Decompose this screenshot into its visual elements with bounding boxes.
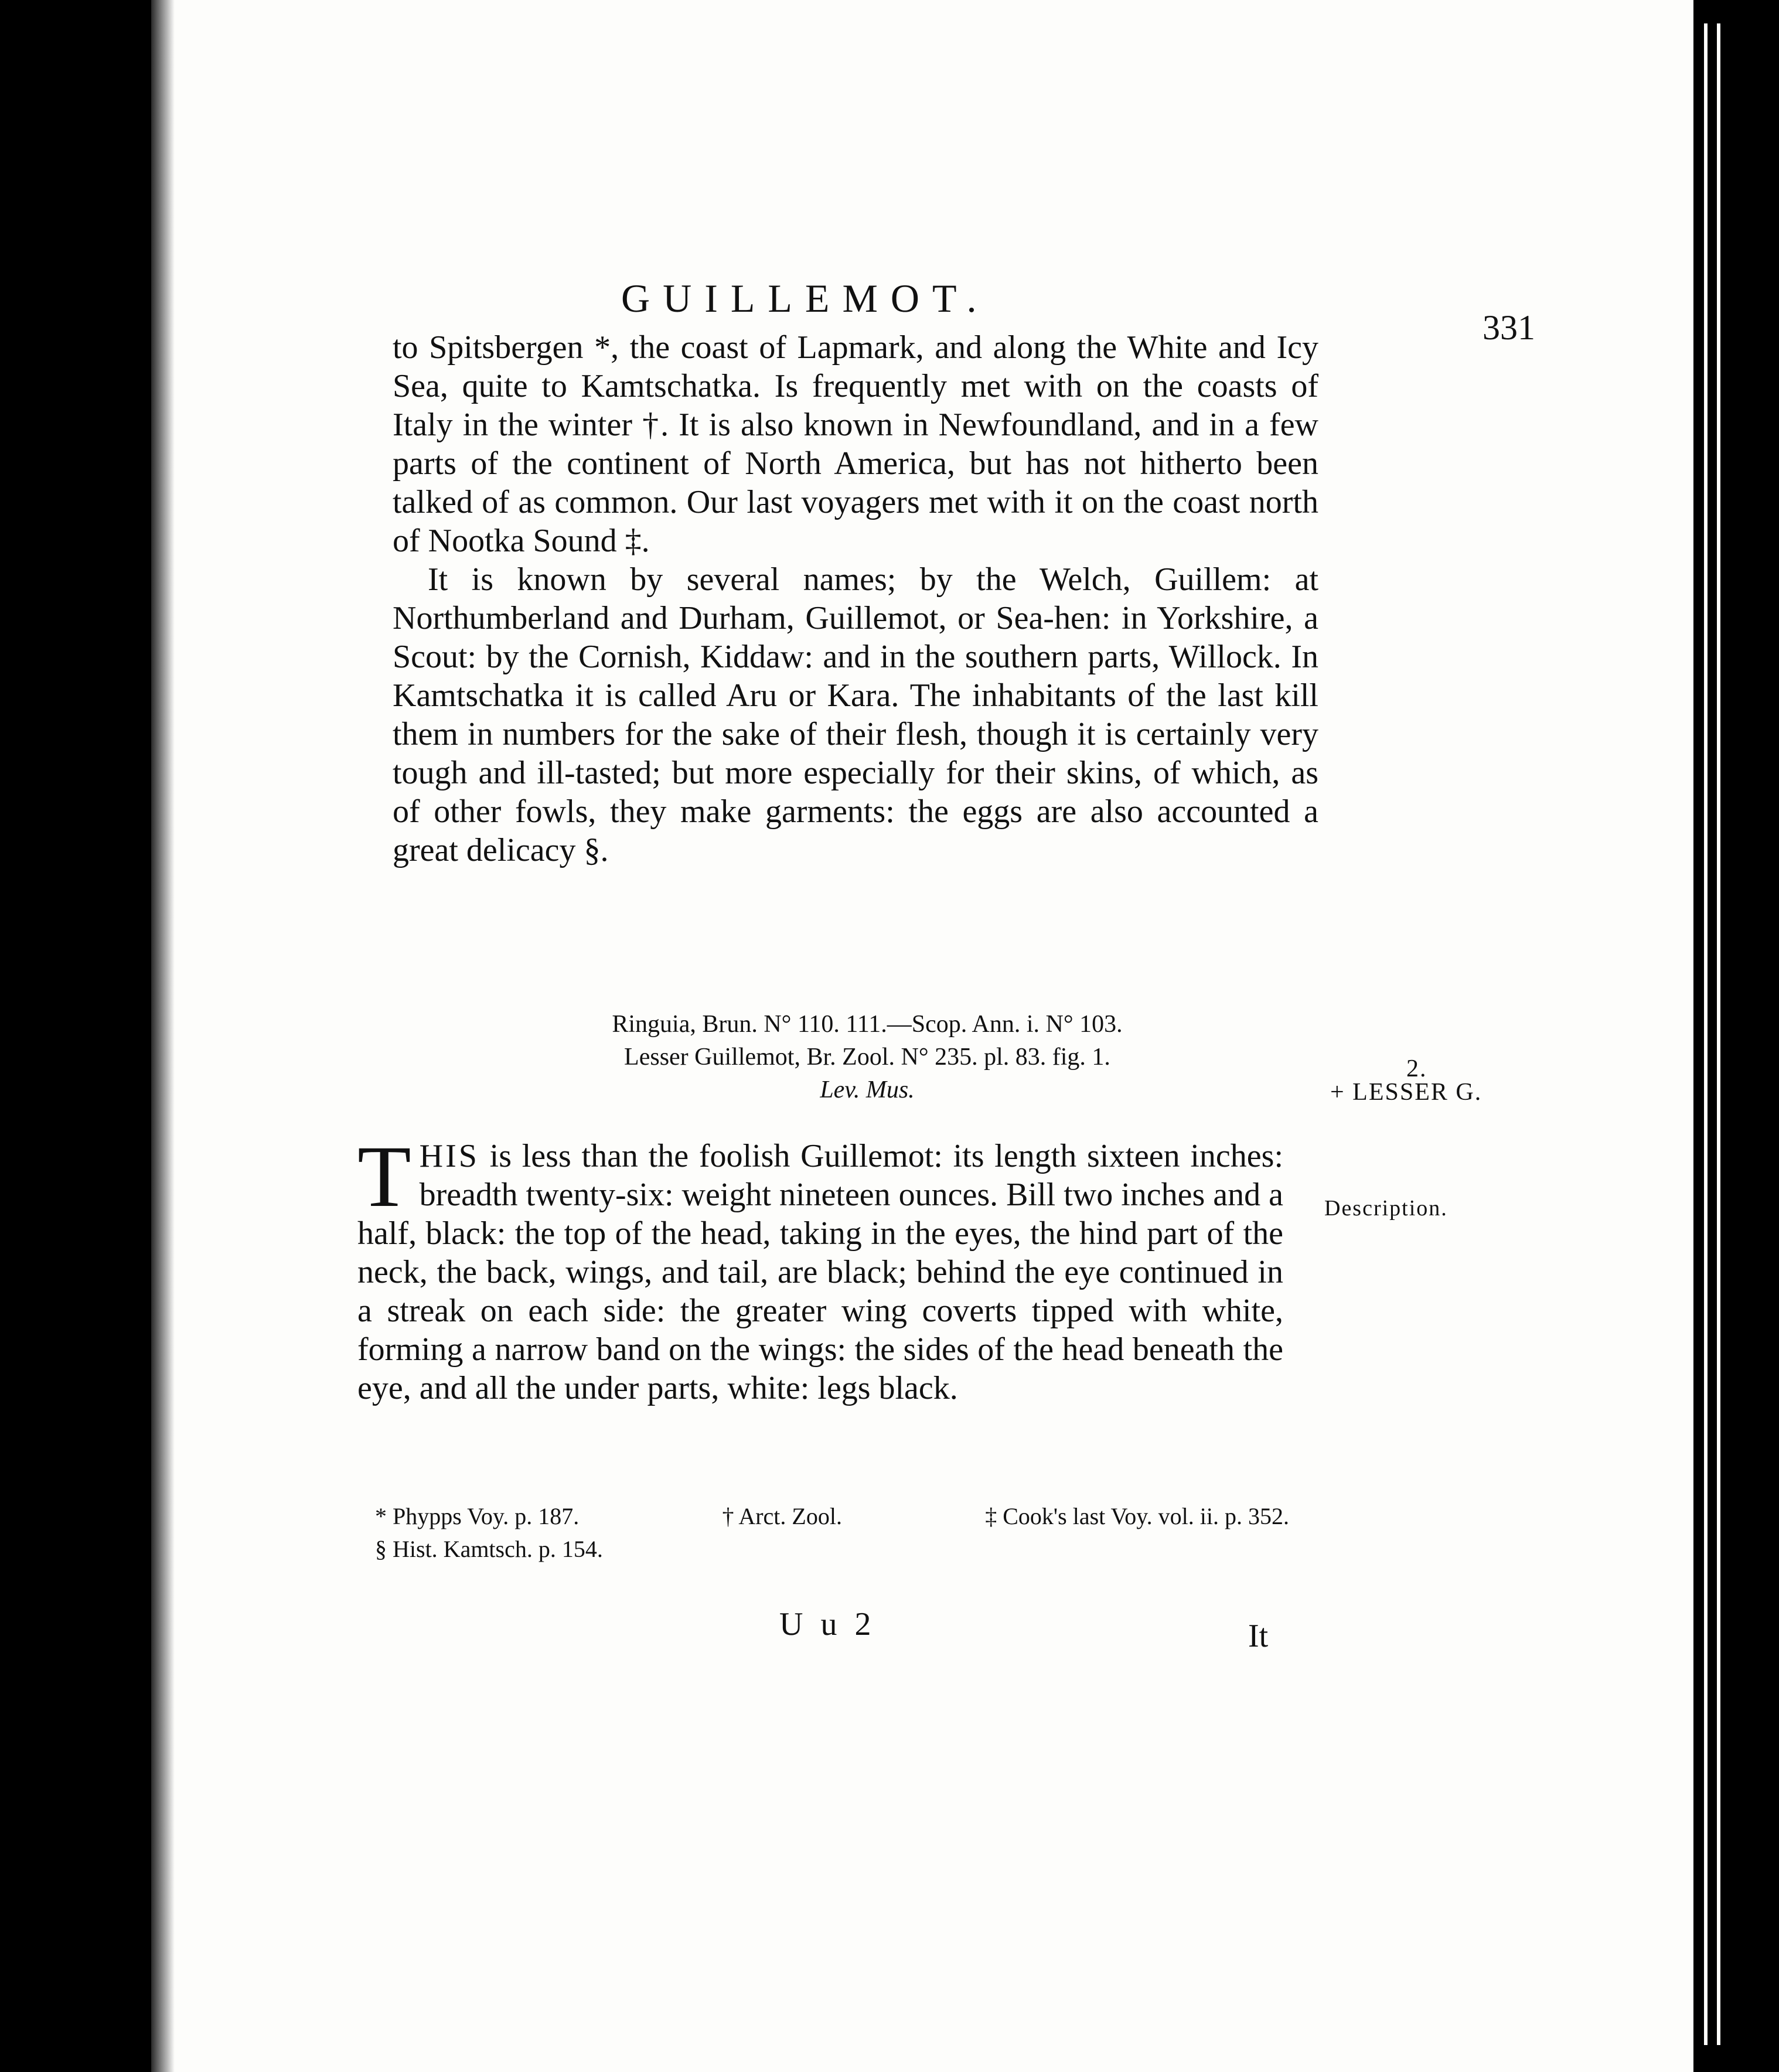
paragraph-distribution: to Spitsbergen *, the coast of Lapmark, and along the White and Icy Sea, quite to Kamtschatka. Is frequently met with on the coasts of Italy in the winter †. It is also known in Newfoundland, and in a few parts of the continent of North America, but has not hitherto been talked of as common. Our last voyagers met with it on the coast north of Nootka Sound ‡. <box>393 329 1318 559</box>
paragraph-names: It is known by several names; by the Welch, Guillem: at Northumberland and Durham, Guillemot, or Sea-hen: in Yorkshire, a Scout: by the Cornish, Kiddaw: and in the southern parts, Willock. In Kamtschatka it is called Aru or Kara. The inhabitants of the last kill them in numbers for the sake of their flesh, though it is certainly very tough and ill-tasted; but more especially for their skins, of which, as of other fowls, they make garments: the eggs are also accounted a great delicacy §. <box>393 561 1318 868</box>
footnote-star: * Phypps Voy. p. 187. <box>375 1503 580 1529</box>
synonymy-line: Ringuia, Brun. N° 110. 111.—Scop. Ann. i. N° 103. <box>612 1011 1123 1038</box>
synonymy-block <box>516 1008 1219 1106</box>
page-edge <box>1693 0 1779 2072</box>
margin-number: 2. <box>1406 1055 1427 1082</box>
footnote-dagger: † Arct. Zool. <box>722 1503 842 1529</box>
page-edge-line <box>1717 23 1720 2045</box>
body-text-description <box>357 1128 1283 1408</box>
binding-shadow <box>151 0 175 2072</box>
synonymy-line: Lev. Mus. <box>820 1076 915 1103</box>
footnotes <box>375 1500 1289 1566</box>
margin-description: Description. <box>1324 1196 1448 1221</box>
page-number: 331 <box>1482 308 1535 347</box>
lead-word: HIS <box>419 1138 479 1174</box>
footnote-row <box>375 1500 1289 1533</box>
description-text: is less than the foolish Guillemot: its length sixteen inches: breadth twenty-six: weight nineteen ounces. Bill two inches and a half, black: the top of the head, taking in the eyes, the hind part of the neck, the back, wings, and tail, are black; behind the eye continued in a streak on each side: the greater wing coverts tipped with white, forming a narrow band on the wings: the sides of the head beneath the eye, and all the under parts, white: legs black. <box>357 1138 1283 1406</box>
footnote-row <box>375 1533 1289 1566</box>
footnote-section: § Hist. Kamtsch. p. 154. <box>375 1536 603 1562</box>
drop-cap: T <box>357 1128 411 1225</box>
paragraph-description <box>357 1128 1283 1408</box>
synonymy-line: Lesser Guillemot, Br. Zool. N° 235. pl. 83. fig. 1. <box>624 1044 1110 1071</box>
body-text-upper <box>393 328 1318 870</box>
margin-species: + LESSER G. <box>1330 1079 1482 1106</box>
page-edge-line <box>1704 23 1708 2045</box>
footnote-double-dagger: ‡ Cook's last Voy. vol. ii. p. 352. <box>985 1503 1289 1529</box>
catchword: It <box>1248 1618 1269 1654</box>
running-head: GUILLEMOT. <box>621 276 990 321</box>
signature-mark: U u 2 <box>779 1606 876 1642</box>
